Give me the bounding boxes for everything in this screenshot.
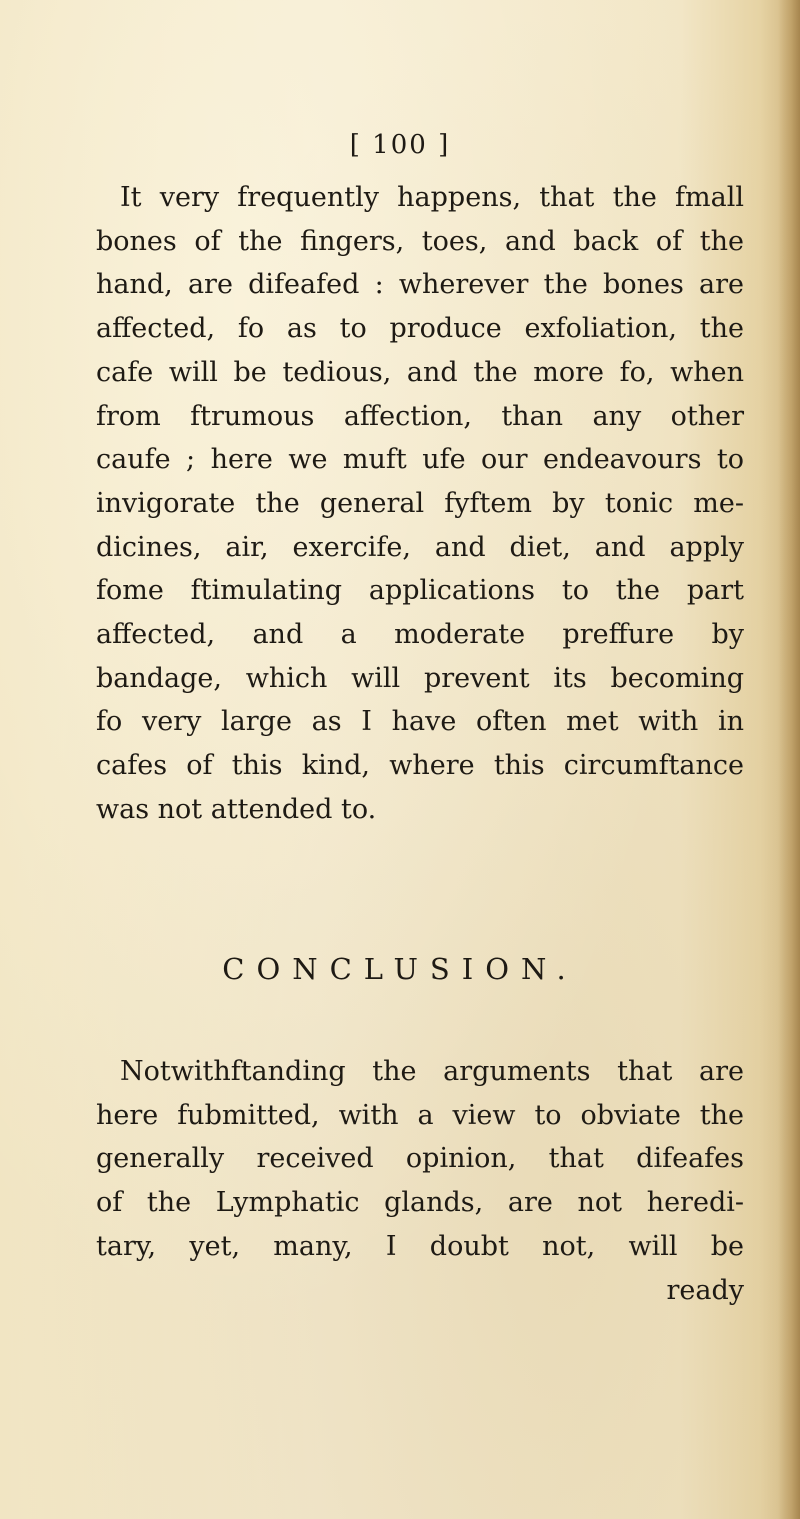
text-line: affected, and a moderate preffure by: [96, 619, 744, 651]
text-line: cafe will be tedious, and the more fo, when: [96, 356, 744, 388]
section-heading: CONCLUSION.: [222, 952, 578, 986]
text-line: cafes of this kind, where this circumftance: [96, 750, 744, 782]
catchword: ready: [666, 1274, 744, 1306]
paragraph-main: [96, 176, 744, 832]
text-line: It very frequently happens, that the fmall: [120, 182, 744, 213]
text-line: invigorate the general fyftem by tonic me-: [96, 487, 744, 519]
text-line: here fubmitted, with a view to obviate the: [96, 1099, 744, 1131]
text-line: fome ftimulating applications to the part: [96, 575, 744, 607]
text-line: was not attended to.: [96, 793, 377, 825]
text-line: of the Lymphatic glands, are not heredi-: [96, 1187, 744, 1219]
text-line: affected, fo as to produce exfoliation, the: [96, 313, 744, 345]
text-line: from ftrumous affection, than any other: [96, 400, 744, 432]
page-number: [ 100 ]: [349, 130, 451, 160]
text-line: Notwithftanding the arguments that are: [120, 1056, 744, 1087]
text-line: caufe ; here we muft ufe our endeavours to: [96, 444, 744, 476]
text-line: bones of the fingers, toes, and back of the: [96, 225, 744, 257]
text-line: bandage, which will prevent its becoming: [96, 662, 744, 694]
text-line: fo very large as I have often met with in: [96, 706, 744, 738]
paragraph-conclusion: [96, 1050, 744, 1312]
text-line: dicines, air, exercife, and diet, and apply: [96, 531, 744, 563]
text-line: generally received opinion, that difeafes: [96, 1143, 744, 1175]
page-edge-shadow: [778, 0, 800, 1519]
text-line: hand, are difeafed : wherever the bones are: [96, 269, 744, 301]
text-line: tary, yet, many, I doubt not, will be: [96, 1230, 744, 1262]
